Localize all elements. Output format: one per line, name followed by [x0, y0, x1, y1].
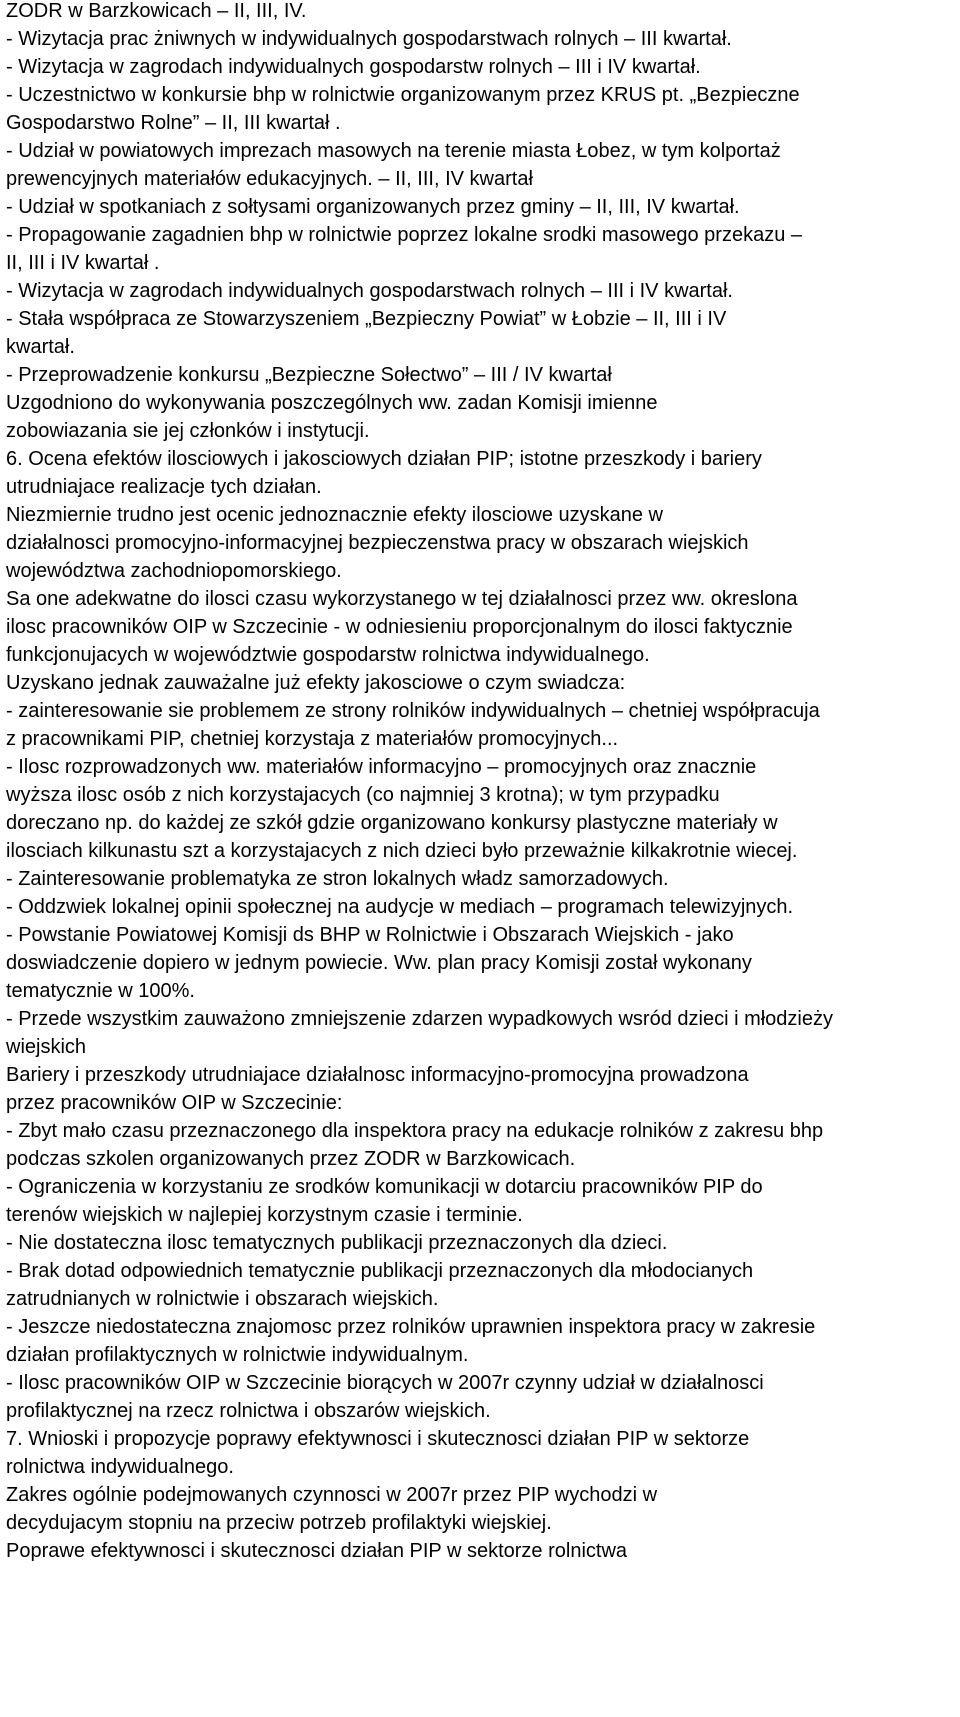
text-line: utrudniajace realizacje tych działan. — [6, 476, 322, 498]
text-line: Gospodarstwo Rolne” – II, III kwartał . — [6, 112, 341, 134]
text-line: - Brak dotad odpowiednich tematycznie publikacji przeznaczonych dla młodocianych — [6, 1260, 754, 1282]
text-line: z pracownikami PIP, chetniej korzystaja z materiałów promocyjnych... — [6, 728, 619, 750]
text-line: zatrudnianych w rolnictwie i obszarach wiejskich. — [6, 1288, 439, 1310]
text-line: Bariery i przeszkody utrudniajace działalnosc informacyjno-promocyjna prowadzona — [6, 1064, 749, 1086]
text-line: decydujacym stopniu na przeciw potrzeb profilaktyki wiejskiej. — [6, 1512, 552, 1534]
text-line: zobowiazania sie jej członków i instytucji. — [6, 420, 370, 442]
text-line: działalnosci promocyjno-informacyjnej bezpieczenstwa pracy w obszarach wiejskich — [6, 532, 749, 554]
text-line: przez pracowników OIP w Szczecinie: — [6, 1092, 343, 1114]
text-line: - Oddzwiek lokalnej opinii społecznej na audycje w mediach – programach telewizyjnych. — [6, 896, 794, 918]
text-line: Sa one adekwatne do ilosci czasu wykorzystanego w tej działalnosci przez ww. okreslona — [6, 588, 798, 610]
text-line: - Powstanie Powiatowej Komisji ds BHP w Rolnictwie i Obszarach Wiejskich - jako — [6, 924, 734, 946]
text-line: - Nie dostateczna ilosc tematycznych publikacji przeznaczonych dla dzieci. — [6, 1232, 668, 1254]
text-line: doswiadczenie dopiero w jednym powiecie. Ww. plan pracy Komisji został wykonany — [6, 952, 752, 974]
text-line: Zakres ogólnie podejmowanych czynnosci w 2007r przez PIP wychodzi w — [6, 1484, 658, 1506]
text-line: wiejskich — [6, 1036, 87, 1058]
text-line: Niezmiernie trudno jest ocenic jednoznacznie efekty ilosciowe uzyskane w — [6, 504, 663, 526]
text-line: - Jeszcze niedostateczna znajomosc przez rolników uprawnien inspektora pracy w zakresie — [6, 1316, 816, 1338]
text-line: - Propagowanie zagadnien bhp w rolnictwie poprzez lokalne srodki masowego przekazu – — [6, 224, 803, 246]
text-line: - Ograniczenia w korzystaniu ze srodków komunikacji w dotarciu pracowników PIP do — [6, 1176, 763, 1198]
text-line: rolnictwa indywidualnego. — [6, 1456, 234, 1478]
text-line: - Zbyt mało czasu przeznaczonego dla inspektora pracy na edukacje rolników z zakresu bhp — [6, 1120, 824, 1142]
text-line: - Zainteresowanie problematyka ze stron lokalnych władz samorzadowych. — [6, 868, 669, 890]
text-line: - Udział w spotkaniach z sołtysami organizowanych przez gminy – II, III, IV kwartał. — [6, 196, 740, 218]
text-line: działan profilaktycznych w rolnictwie indywidualnym. — [6, 1344, 469, 1366]
text-line: - Przede wszystkim zauważono zmniejszenie zdarzen wypadkowych wsród dzieci i młodzieży — [6, 1008, 833, 1030]
text-line: - Stała współpraca ze Stowarzyszeniem „Bezpieczny Powiat” w Łobzie – II, III i IV — [6, 308, 727, 330]
section-heading-7: 7. Wnioski i propozycje poprawy efektywnosci i skutecznosci działan PIP w sektorze — [6, 1428, 750, 1450]
text-line: ZODR w Barzkowicach – II, III, IV. — [6, 0, 307, 22]
text-line: funkcjonujacych w województwie gospodarstw rolnictwa indywidualnego. — [6, 644, 650, 666]
text-line: - Udział w powiatowych imprezach masowych na terenie miasta Łobez, w tym kolportaż — [6, 140, 781, 162]
text-line: ilosc pracowników OIP w Szczecinie - w odniesieniu proporcjonalnym do ilosci faktycznie — [6, 616, 793, 638]
text-line: doreczano np. do każdej ze szkół gdzie organizowano konkursy plastyczne materiały w — [6, 812, 778, 834]
text-line: województwa zachodniopomorskiego. — [6, 560, 342, 582]
text-line: Uzyskano jednak zauważalne już efekty jakosciowe o czym swiadcza: — [6, 672, 626, 694]
text-line: - zainteresowanie sie problemem ze strony rolników indywidualnych – chetniej współpracuja — [6, 700, 820, 722]
text-line: - Wizytacja w zagrodach indywidualnych gospodarstw rolnych – III i IV kwartał. — [6, 56, 701, 78]
text-line: Poprawe efektywnosci i skutecznosci działan PIP w sektorze rolnictwa — [6, 1540, 628, 1562]
text-line: - Ilosc pracowników OIP w Szczecinie biorących w 2007r czynny udział w działalnosci — [6, 1372, 764, 1394]
section-heading-6: 6. Ocena efektów ilosciowych i jakosciowych działan PIP; istotne przeszkody i bariery — [6, 448, 762, 470]
text-line: terenów wiejskich w najlepiej korzystnym czasie i terminie. — [6, 1204, 523, 1226]
text-line: - Przeprowadzenie konkursu „Bezpieczne Sołectwo” – III / IV kwartał — [6, 364, 612, 386]
text-line: prewencyjnych materiałów edukacyjnych. – II, III, IV kwartał — [6, 168, 533, 190]
text-line: - Wizytacja w zagrodach indywidualnych gospodarstwach rolnych – III i IV kwartał. — [6, 280, 733, 302]
text-line: - Wizytacja prac żniwnych w indywidualnych gospodarstwach rolnych – III kwartał. — [6, 28, 732, 50]
text-line: Uzgodniono do wykonywania poszczególnych ww. zadan Komisji imienne — [6, 392, 658, 414]
text-line: tematycznie w 100%. — [6, 980, 195, 1002]
text-line: ilosciach kilkunastu szt a korzystajacych z nich dzieci było przeważnie kilkakrotnie wiecej. — [6, 840, 798, 862]
text-line: podczas szkolen organizowanych przez ZODR w Barzkowicach. — [6, 1148, 576, 1170]
text-line: - Uczestnictwo w konkursie bhp w rolnictwie organizowanym przez KRUS pt. „Bezpieczne — [6, 84, 800, 106]
text-line: II, III i IV kwartał . — [6, 252, 160, 274]
text-line: kwartał. — [6, 336, 75, 358]
text-line: profilaktycznej na rzecz rolnictwa i obszarów wiejskich. — [6, 1400, 491, 1422]
text-line: - Ilosc rozprowadzonych ww. materiałów informacyjno – promocyjnych oraz znacznie — [6, 756, 757, 778]
text-line: wyższa ilosc osób z nich korzystajacych (co najmniej 3 krotna); w tym przypadku — [6, 784, 720, 806]
